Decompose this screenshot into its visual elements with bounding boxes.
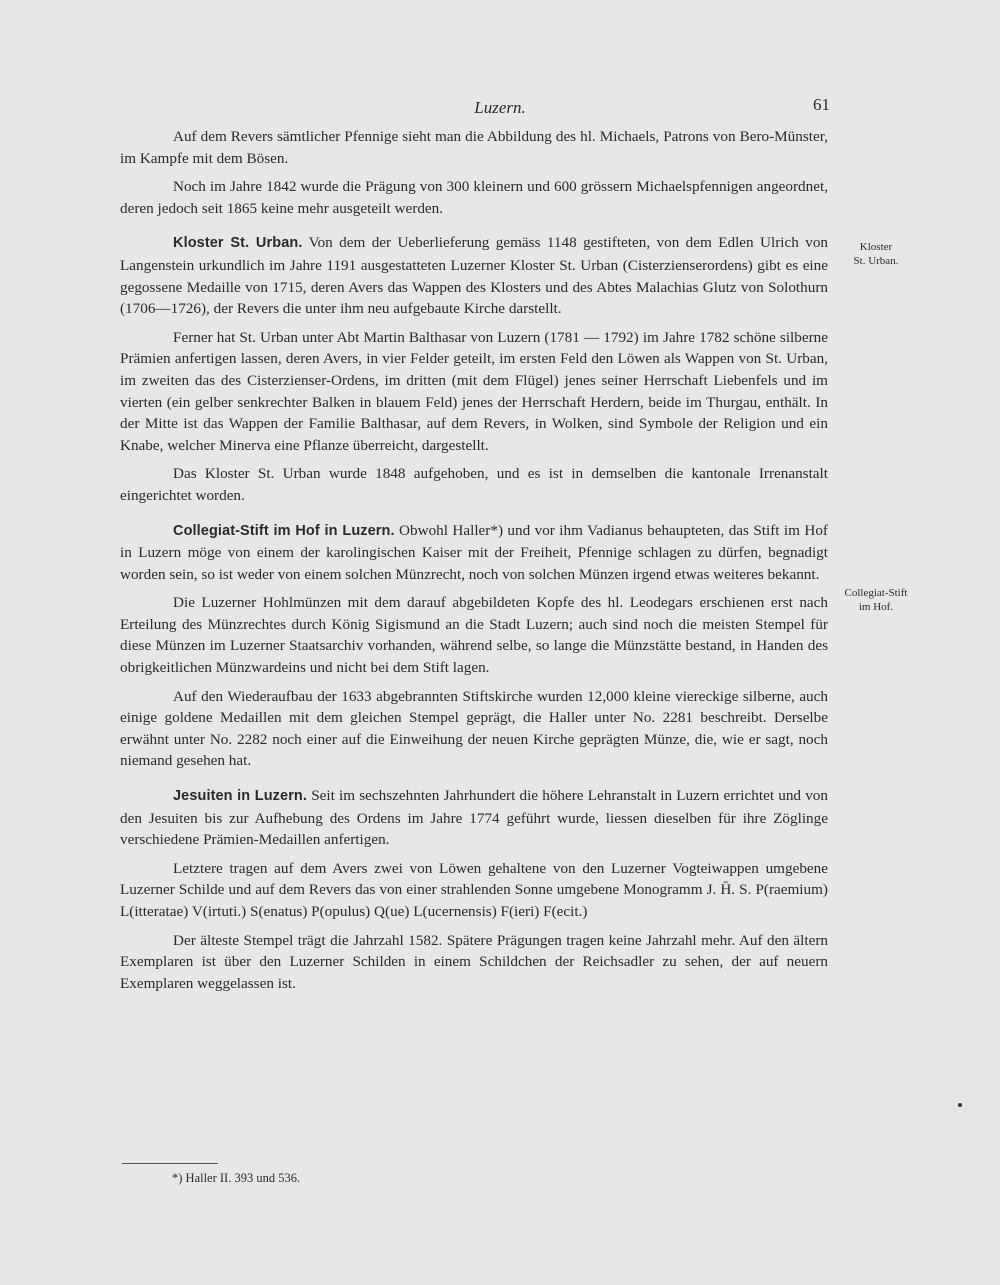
paragraph-text: Von dem der Ueberlieferung gemäss 1148 gestifteten, von dem Edlen Ulrich von Langenstein urkundlich im Jahre 1191 ausgestatteten Luzerner Kloster St. Urban (Cisterzienserordens) gibt es eine gegossene Medaille von 1715, deren Avers das Wappen des Klosters und des Abtes Malachias Glutz von Solothurn (1706—1726), der Revers die unter ihm neu aufgebaute Kirche darstellt. (120, 234, 829, 318)
paragraph-text: Der älteste Stempel trägt die Jahrzahl 1582. Spätere Prägungen tragen keine Jahrzahl mehr. Auf den ältern Exemplaren ist über den Luzerner Schilden in einem Schildchen der Reichsadler zu sehen, der auf neuern Exemplaren weggelassen ist. (120, 931, 828, 992)
margin-note-kloster-st-urban (828, 240, 924, 268)
page-number: 61 (813, 95, 830, 114)
paragraph (120, 520, 828, 586)
ink-speck (958, 1103, 962, 1107)
margin-note-line: im Hof. (858, 601, 894, 613)
section-heading-jesuiten: Jesuiten in Luzern. (173, 788, 308, 805)
margin-note-line: Collegiat-Stift (844, 587, 908, 599)
paragraph (120, 232, 828, 319)
paragraph-text: Die Luzerner Hohlmünzen mit dem darauf abgebildeten Kopfe des hl. Leodegars erschienen erst nach Erteilung des Münzrechtes durch König Sigismund an die Stadt Luzern; auch sind noch die meisten Stempel für diese Münzen im Luzerner Staatsarchiv vorhanden, während selbe, so lange die Münzstätte bestand, in Handen des obrigkeitlichen Münzwardeins und nicht bei dem Stift lagen. (120, 594, 828, 677)
paragraph-text: Seit im sechszehnten Jahrhundert die höhere Lehranstalt in Luzern errichtet und von den Jesuiten bis zur Aufhebung des Ordens im Jahre 1774 geführt wurde, liessen dieselben für ihre Zöglinge verschiedene Prämien-Medaillen anfertigen. (120, 787, 828, 849)
paragraph-text: Das Kloster St. Urban wurde 1848 aufgehoben, und es ist in demselben die kantonale Irrenanstalt eingerichtet worden. (120, 465, 828, 504)
running-header-title: Luzern. (474, 98, 526, 117)
footnote-divider (122, 1163, 218, 1164)
paragraph-text: Auf dem Revers sämtlicher Pfennige sieht man die Abbildung des hl. Michaels, Patrons von Bero-Münster, im Kampfe mit dem Bösen. (120, 128, 828, 167)
margin-note-line: Kloster (859, 241, 893, 253)
paragraph (120, 930, 828, 995)
paragraph-text: Noch im Jahre 1842 wurde die Prägung von 300 kleinern und 600 grössern Michaelspfennigen angeordnet, deren jedoch seit 1865 keine mehr ausgeteilt werden. (120, 178, 828, 217)
margin-note-collegiat-stift (828, 586, 924, 614)
paragraph-text: Obwohl Haller*) und vor ihm Vadianus behaupteten, das Stift im Hof in Luzern möge von einem der karolingischen Kaiser mit der Freiheit, Pfennige schlagen zu dürfen, begnadigt worden sein, so ist weder von einem solchen Münzrecht, noch von solchen Münzen irgend etwas weiteres bekannt. (120, 521, 828, 583)
paragraph (120, 176, 828, 219)
paragraph-text: Ferner hat St. Urban unter Abt Martin Balthasar von Luzern (1781 — 1792) im Jahre 1782 schöne silberne Prämien anfertigen lassen, deren Avers, in vier Felder geteilt, im ersten Feld den Löwen als Wappen von St. Urban, im zweiten das des Cisterzienser-Ordens, im dritten (mit dem Flügel) jenes seiner Herrschaft Liebenfels und im vierten (ein gelber senkrechter Balken in blauem Feld) jenes der Herrschaft Herdern, beide im Thurgau, enthält. In der Mitte ist das Wappen der Familie Balthasar, auf dem Revers, in Wolken, sind Symbole der Religion und ein Knabe, welcher Minerva eine Pflanze überreicht, dargestellt. (120, 328, 828, 454)
paragraph-text: Auf den Wiederaufbau der 1633 abgebrannten Stiftskirche wurden 12,000 kleine viereckige silberne, auch einige goldene Medaillen mit dem gleichen Stempel geprägt, die Haller unter No. 2281 beschreibt. Derselbe erwähnt unter No. 2282 noch einer auf die Einweihung der neuen Kirche geprägten Münze, die, wie er sagt, noch niemand gesehen hat. (120, 687, 828, 770)
paragraph (120, 592, 828, 678)
margin-note-line: St. Urban. (853, 255, 899, 267)
paragraph (120, 327, 828, 457)
paragraph-text: Letztere tragen auf dem Avers zwei von Löwen gehaltene von den Luzerner Vogteiwappen umgebene Luzerner Schilde und auf dem Revers das von einer strahlenden Sonne umgebene Monogramm J. H̄. S. P(raemium) L(itteratae) V(irtuti.) S(enatus) P(opulus) Q(ue) L(ucernensis) F(ieri) F(ecit.) (120, 859, 828, 920)
section-heading-collegiat-stift: Collegiat-Stift im Hof in Luzern. (173, 522, 395, 539)
paragraph (120, 126, 828, 169)
footnote: *) Haller II. 393 und 536. (172, 1171, 301, 1185)
paragraph (120, 858, 828, 923)
paragraph (120, 785, 828, 851)
body-text (120, 126, 828, 1001)
section-heading-kloster-st-urban: Kloster St. Urban. (173, 235, 303, 252)
paragraph (120, 463, 828, 506)
paragraph (120, 686, 828, 772)
